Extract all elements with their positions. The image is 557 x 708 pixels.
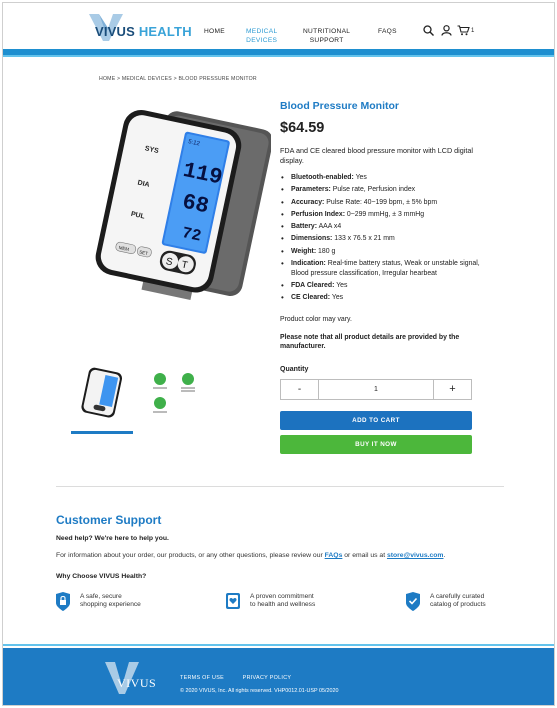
quantity-decrease-button[interactable]: - [281,380,319,399]
quantity-input[interactable]: 1 [374,386,378,393]
header-accent-line [3,55,554,57]
set-button-label: SET [138,249,149,257]
breadcrumb[interactable]: HOME > MEDICAL DEVICES > BLOOD PRESSURE MONITOR [99,76,257,82]
spec-item: • Perfusion Index: 0~299 mmHg, ± 3 mmHg [280,210,480,220]
section-divider [56,486,504,487]
s-button-label: S [164,256,174,269]
user-icon[interactable] [441,25,452,36]
spec-item: • Dimensions: 133 x 76.5 x 21 mm [280,234,480,244]
site-header [3,3,554,49]
svg-text:5:12: 5:12 [187,139,201,148]
email-link[interactable]: store@vivus.com [386,552,444,559]
search-icon[interactable] [423,25,434,36]
lcd-sys-value: 119 [180,157,225,191]
lock-icon [56,592,70,611]
product-description: FDA and CE cleared blood pressure monitor with LCD digital display. [280,146,473,165]
vivus-health-logo[interactable] [87,12,192,42]
nav-medical-devices[interactable]: MEDICAL DEVICES [246,28,278,44]
spec-item: • Parameters: Pulse rate, Perfusion index [280,185,480,195]
nav-nutritional-support[interactable]: NUTRITIONAL SUPPORT [303,28,351,44]
product-price: $64.59 [280,120,325,136]
spec-item: • Indication: Real-time battery status, Weak or unstable signal, Blood pressure classification, Irregular hearbeat [280,259,480,278]
product-main-image[interactable] [81,103,271,315]
color-note: Product color may vary. [280,316,352,323]
thumbnail-icons[interactable] [153,373,195,413]
support-help-text: Need help? We're here to help you. [56,535,169,542]
cart-count-badge: 1 [471,28,475,34]
why-choose-heading: Why Choose VIVUS Health? [56,573,147,580]
spec-item: • FDA Cleared: Yes [280,281,480,291]
spec-item: • Bluetooth-enabled: Yes [280,173,480,183]
nav-faqs[interactable]: FAQS [378,28,397,35]
faqs-link[interactable]: FAQs [324,552,343,559]
privacy-policy-link[interactable]: PRIVACY POLICY [242,675,292,681]
logo-wordmark: VIVUS HEALTH [95,24,192,39]
spec-item: • Battery: AAA x4 [280,222,480,232]
manufacturer-disclaimer: Please note that all product details are provided by the manufacturer. [280,334,460,351]
spec-item: • CE Cleared: Yes [280,293,480,303]
lcd-dia-value: 68 [180,189,212,220]
page-frame: VIVUS HEALTH HOME MEDICAL DEVICES NUTRITIONAL SUPPORT FAQS 1 HOME > MEDICAL DEVICES > BLOOD PRESSURE MONITOR 5:12 119 68 72 SYS DIA PUL MEM SET S T Blood Pressure Monitor $64.59 FDA and CE cleared blood pressure monitor with LCD digital display. • Bluetooth-enabled: Yes • Parameters: Pulse rate, Perfusion index • Accuracy: Pulse Rate: 40~199 bpm, ± 5% bpm • Perfusion Index: 0~299 mmHg, ± 3 mmHg • Battery: AAA x4 • Dimensions: 133 x 76.5 x 21 mm • Weight: 180 g • Indication: Real-time battery status, Weak or unstable signal, Blood pressure classification, Irregular hearbeat • FDA Cleared: Yes • CE Cleared: Yes Product color may vary. Please note that all product details are provided by the manufacturer. Quantity - 1 + ADD TO CART BUY IT NOW Customer Support Need help? We're here to help you. For information about your order, our products, or any other questions, please review our FAQs or email us at store@vivus.com. Why Choose VIVUS Health? A safe, secure shopping experience A proven commitment to health and wellness A carefully curated catalog of products VIVUS TERMS OF USE PRIVACY POLICY © 2020 VIVUS, Inc. All rights reserved. VHP0012.01-USP 05/2020 [2,2,555,706]
terms-of-use-link[interactable]: TERMS OF USE [180,675,225,681]
heart-icon [226,592,240,611]
quantity-label: Quantity [280,366,309,373]
footer-copyright: © 2020 VIVUS, Inc. All rights reserved. VHP0012.01-USP 05/2020 [180,688,339,694]
support-info-text: For information about your order, our products, or any other questions, please review our FAQs or email us at store@vivus.com. [56,552,446,559]
cart-icon[interactable] [457,25,470,36]
active-thumbnail-indicator [71,431,133,434]
quantity-stepper [280,379,472,400]
site-footer [3,648,554,706]
thumbnail-monitor[interactable] [80,367,123,419]
lcd-pul-value: 72 [180,224,203,246]
pul-label: PUL [130,210,146,221]
product-thumbnails [69,363,209,425]
footer-logo-wordmark: VIVUS [117,676,157,690]
spec-list [280,173,480,305]
product-title: Blood Pressure Monitor [280,100,400,112]
buy-now-button[interactable]: BUY IT NOW [280,435,472,454]
add-to-cart-button[interactable]: ADD TO CART [280,411,472,430]
footer-vivus-logo[interactable] [103,660,163,696]
footer-links [180,675,291,681]
t-button-label: T [180,259,189,272]
mem-button-label: MEM [118,244,130,253]
spec-item: • Accuracy: Pulse Rate: 40~199 bpm, ± 5% bpm [280,198,480,208]
sys-label: SYS [144,145,160,156]
quantity-increase-button[interactable]: + [433,380,471,399]
nav-home[interactable]: HOME [204,28,225,35]
footer-accent-line [3,644,554,646]
dia-label: DIA [136,179,151,189]
spec-item: • Weight: 180 g [280,247,480,257]
checkmark-shield-icon [406,592,420,611]
customer-support-title: Customer Support [56,513,162,527]
